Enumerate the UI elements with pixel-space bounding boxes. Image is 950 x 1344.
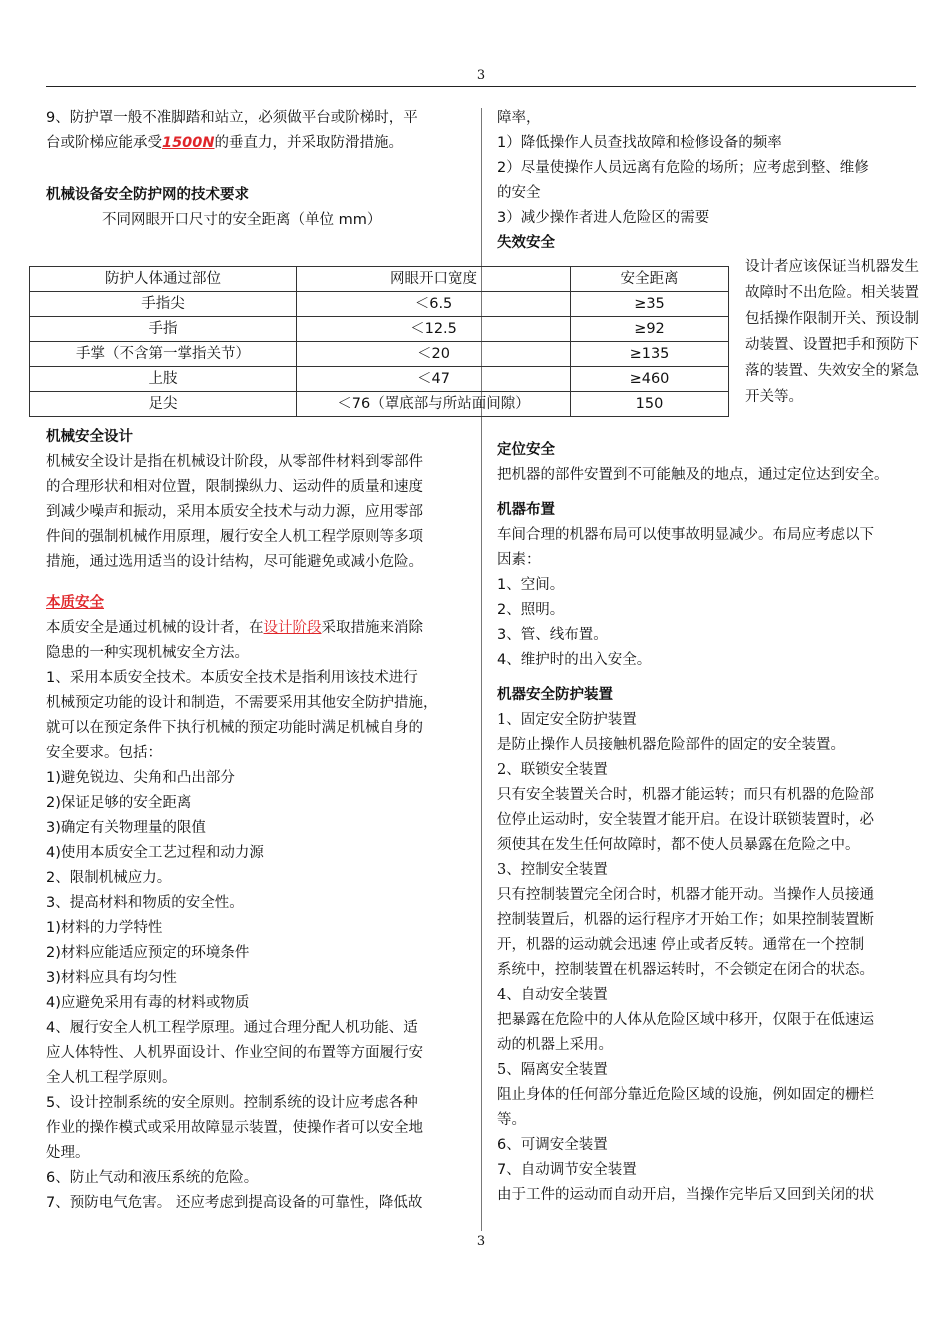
- layout-line: 车间合理的机器布局可以使事故明显减少。布局应考虑以下: [497, 527, 874, 543]
- table-cell: 手指: [30, 317, 297, 342]
- page-number-top: 3: [476, 68, 486, 83]
- intrinsic-line: 隐患的一种实现机械安全方法。: [46, 645, 249, 661]
- intrinsic-post: 采取措施来消除: [321, 620, 423, 636]
- table-cell: ≥460: [571, 367, 729, 392]
- right-top-line: 3）减少操作者进人危险区的需要: [497, 210, 710, 226]
- intrinsic-line: 应人体特性、人机界面设计、作业空间的布置等方面履行安: [46, 1045, 423, 1061]
- item9-post: 的垂直力，并采取防滑措施。: [214, 135, 403, 151]
- device-1-line: 是防止操作人员接触机器危险部件的固定的安全装置。: [497, 737, 845, 753]
- safety-distance-table: [29, 266, 729, 417]
- table-cell: ＜6.5: [297, 292, 571, 317]
- table-cell: ＜20: [297, 342, 571, 367]
- device-7-line: 由于工件的运动而自动开启，当操作完毕后又回到关闭的状: [497, 1187, 874, 1203]
- table-header: 安全距离: [571, 267, 729, 292]
- intrinsic-line: 就可以在预定条件下执行机械的预定功能时满足机械自身的: [46, 720, 423, 736]
- device-1-title: 1、固定安全防护装置: [497, 712, 637, 728]
- left-column-bottom: [46, 425, 471, 1216]
- intrinsic-line: 4)使用本质安全工艺过程和动力源: [46, 845, 264, 861]
- intrinsic-line: 2、限制机械应力。: [46, 870, 172, 886]
- mech-design-line: 到减少噪声和振动，采用本质安全技术与动力源，应用零部: [46, 504, 423, 520]
- table-cell: 150: [571, 392, 729, 417]
- failsafe-text: 设计者应该保证当机器发生故障时不出危险。相关装置包括操作限制开关、预设制动装置、设置把手和预防下落的装置、失效安全的紧急开关等。: [745, 259, 919, 405]
- table-cell: ≥135: [571, 342, 729, 367]
- device-3-line: 系统中，控制装置在机器运转时，不会锁定在闭合的状态。: [497, 962, 874, 978]
- table-row: [30, 317, 729, 342]
- table-cell: ≥35: [571, 292, 729, 317]
- force-value: 1500N: [162, 135, 215, 151]
- mech-design-line: 机械安全设计是指在机械设计阶段，从零部件材料到零部件: [46, 454, 423, 470]
- device-3-line: 控制装置后，机器的运行程序才开始工作；如果控制装置断: [497, 912, 874, 928]
- layout-line: 3、管、线布置。: [497, 627, 608, 643]
- device-4-line: 动的机器上采用。: [497, 1037, 613, 1053]
- item9-pre: 台或阶梯应能承受: [46, 135, 162, 151]
- table-row: [30, 342, 729, 367]
- mech-design-line: 措施，通过选用适当的设计结构，尽可能避免或减小危险。: [46, 554, 423, 570]
- table-cell: 手掌（不含第一掌指关节）: [30, 342, 297, 367]
- device-3-line: 只有控制装置完全闭合时，机器才能开动。当操作人员接通: [497, 887, 874, 903]
- table-header-row: [30, 267, 729, 292]
- right-top-line: 1）降低操作人员查找故障和检修设备的频率: [497, 135, 782, 151]
- intrinsic-pre: 本质安全是通过机械的设计者，在: [46, 620, 264, 636]
- device-4-line: 把暴露在危险中的人体从危险区域中移开，仅限于在低速运: [497, 1012, 874, 1028]
- table-cell: ＜12.5: [297, 317, 571, 342]
- positioning-text: 把机器的部件安置到不可能触及的地点，通过定位达到安全。: [497, 467, 889, 483]
- intrinsic-line: 机械预定功能的设计和制造，不需要采用其他安全防护措施，: [46, 695, 438, 711]
- table-row: [30, 292, 729, 317]
- right-top-line: 障率，: [497, 110, 541, 126]
- intrinsic-line: 4、履行安全人机工程学原理。通过合理分配人机功能、适: [46, 1020, 418, 1036]
- mech-design-line: 的合理形状和相对位置，限制操纵力、运动件的质量和速度: [46, 479, 423, 495]
- layout-line: 2、照明。: [497, 602, 565, 618]
- right-column-bottom: [497, 438, 922, 1208]
- right-top-line: 的安全: [497, 185, 541, 201]
- mech-design-heading: 机械安全设计: [46, 429, 133, 445]
- intrinsic-line: 2)材料应能适应预定的环境条件: [46, 945, 250, 961]
- intrinsic-line: 6、防止气动和液压系统的危险。: [46, 1170, 259, 1186]
- net-heading: 机械设备安全防护网的技术要求: [46, 187, 249, 203]
- device-7-title: 7、自动调节安全装置: [497, 1162, 637, 1178]
- layout-line: 因素：: [497, 552, 541, 568]
- item9-line2: [46, 131, 471, 156]
- item9-line1: 9、防护罩一般不准脚踏和站立，必须做平台或阶梯时，平: [46, 110, 418, 126]
- intrinsic-line: 1)避免锐边、尖角和凸出部分: [46, 770, 235, 786]
- layout-heading: 机器布置: [497, 502, 555, 518]
- intrinsic-line: 4)应避免采用有毒的材料或物质: [46, 995, 250, 1011]
- device-5-line: 阻止身体的任何部分靠近危险区域的设施，例如固定的栅栏: [497, 1087, 874, 1103]
- intrinsic-line: 安全要求。包括：: [46, 745, 162, 761]
- table-cell: 手指尖: [30, 292, 297, 317]
- table-cell: 足尖: [30, 392, 297, 417]
- table-header: 网眼开口宽度: [297, 267, 571, 292]
- failsafe-heading: 失效安全: [497, 235, 555, 251]
- intrinsic-line: 全人机工程学原则。: [46, 1070, 177, 1086]
- device-2-title: 2、联锁安全装置: [497, 762, 608, 778]
- device-5-title: 5、隔离安全装置: [497, 1062, 608, 1078]
- layout-line: 1、空间。: [497, 577, 565, 593]
- intrinsic-line: 处理。: [46, 1145, 90, 1161]
- intrinsic-line: 3、提高材料和物质的安全性。: [46, 895, 244, 911]
- design-stage-link[interactable]: 设计阶段: [263, 620, 322, 636]
- table-cell: ＜76（罩底部与所站面间隙）: [297, 392, 571, 417]
- intrinsic-heading: 本质安全: [46, 595, 104, 611]
- intrinsic-line: 3)确定有关物理量的限值: [46, 820, 206, 836]
- table-cell: ＜47: [297, 367, 571, 392]
- intrinsic-line: 作业的操作模式或采用故障显示装置，使操作者可以安全地: [46, 1120, 423, 1136]
- devices-heading: 机器安全防护装置: [497, 687, 613, 703]
- header-rule: [46, 86, 916, 87]
- left-column-top: [46, 106, 471, 233]
- device-3-line: 开，机器的运动就会迅速 停止或者反转。通常在一个控制: [497, 937, 865, 953]
- intrinsic-line: 5、设计控制系统的安全原则。控制系统的设计应考虑各种: [46, 1095, 418, 1111]
- table-cell: 上肢: [30, 367, 297, 392]
- device-2-line: 位停止运动时，安全装置才能开启。在设计联锁装置时，必: [497, 812, 874, 828]
- device-3-title: 3、控制安全装置: [497, 862, 608, 878]
- device-6-title: 6、可调安全装置: [497, 1137, 608, 1153]
- device-2-line: 须使其在发生任何故障时，都不使人员暴露在危险之中。: [497, 837, 860, 853]
- intrinsic-line: 2)保证足够的安全距离: [46, 795, 192, 811]
- table-caption: 不同网眼开口尺寸的安全距离（单位 mm）: [102, 212, 382, 228]
- intrinsic-line: 7、预防电气危害。 还应考虑到提高设备的可靠性，降低故: [46, 1195, 423, 1211]
- mech-design-line: 件间的强制机械作用原理，履行安全人机工程学原则等多项: [46, 529, 423, 545]
- table-header: 防护人体通过部位: [30, 267, 297, 292]
- table-cell: ≥92: [571, 317, 729, 342]
- right-column-top: [497, 106, 922, 256]
- table-row: [30, 392, 729, 417]
- right-top-line: 2）尽量使操作人员远离有危险的场所；应考虑到整、维修: [497, 160, 869, 176]
- layout-line: 4、维护时的出入安全。: [497, 652, 652, 668]
- device-2-line: 只有安全装置关合时，机器才能运转；而只有机器的危险部: [497, 787, 874, 803]
- table-row: [30, 367, 729, 392]
- positioning-heading: 定位安全: [497, 442, 555, 458]
- intrinsic-line: 1、采用本质安全技术。本质安全技术是指利用该技术进行: [46, 670, 418, 686]
- intrinsic-line: 3)材料应具有均匀性: [46, 970, 177, 986]
- device-4-title: 4、自动安全装置: [497, 987, 608, 1003]
- page-number-bottom: 3: [476, 1234, 486, 1249]
- intrinsic-line1: [46, 616, 471, 641]
- device-5-line: 等。: [497, 1112, 526, 1128]
- intrinsic-line: 1)材料的力学特性: [46, 920, 163, 936]
